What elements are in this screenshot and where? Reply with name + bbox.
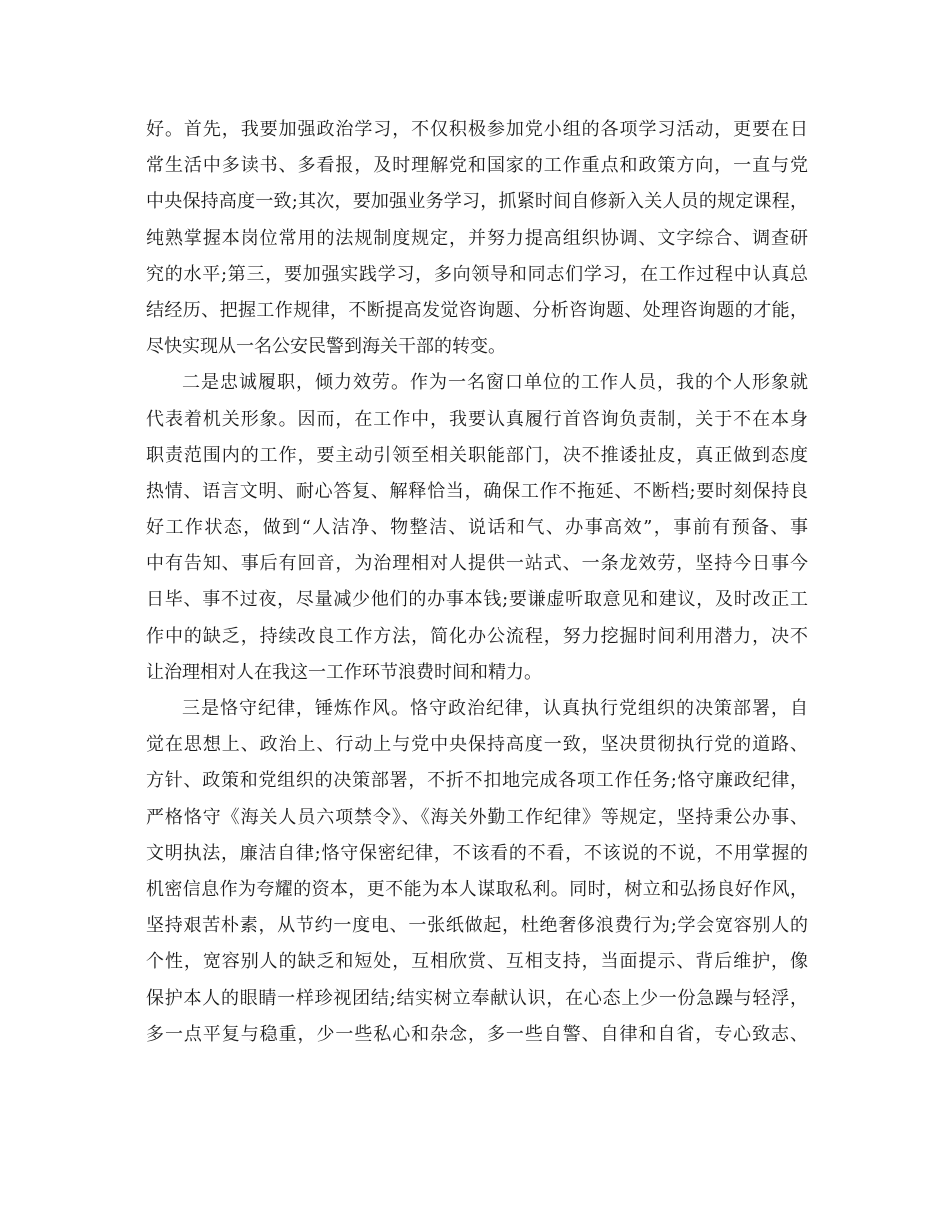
text-line: 究的水平;第三，要加强实践学习，多向领导和同志们学习，在工作过程中认真总 bbox=[146, 263, 808, 285]
text-line: 尽快实现从一名公安民警到海关干部的转变。 bbox=[146, 336, 506, 358]
text-line: 严格恪守《海关人员六项禁令》、《海关外勤工作纪律》等规定，坚持秉公办事、 bbox=[146, 806, 808, 828]
text-line: 结经历、把握工作规律，不断提高发觉咨询题、分析咨询题、处理咨询题的才能， bbox=[146, 299, 808, 321]
document-body bbox=[146, 112, 808, 1053]
text-line: 坚持艰苦朴素，从节约一度电、一张纸做起，杜绝奢侈浪费行为;学会宽容别人的 bbox=[146, 915, 808, 937]
text-line: 代表着机关形象。因而，在工作中，我要认真履行首咨询负责制，关于不在本身 bbox=[146, 408, 808, 430]
text-line: 三是恪守纪律，锤炼作风。恪守政治纪律，认真执行党组织的决策部署，自 bbox=[182, 698, 808, 719]
text-line: 纯熟掌握本岗位常用的法规制度规定，并努力提高组织协调、文字综合、调查研 bbox=[146, 227, 808, 249]
text-line: 让治理相对人在我这一工作环节浪费时间和精力。 bbox=[146, 661, 542, 683]
text-line: 中有告知、事后有回音，为治理相对人提供一站式、一条龙效劳，坚持今日事今 bbox=[146, 553, 808, 575]
text-line: 个性，宽容别人的缺乏和短处，互相欣赏、互相支持，当面提示、背后维护，像 bbox=[146, 951, 808, 973]
text-line: 保护本人的眼睛一样珍视团结;结实树立奉献认识，在心态上少一份急躁与轻浮， bbox=[146, 987, 808, 1009]
text-line: 职责范围内的工作，要主动引领至相关职能部门，决不推诿扯皮，真正做到态度 bbox=[146, 444, 808, 466]
text-line: 作中的缺乏，持续改良工作方法，简化办公流程，努力挖掘时间利用潜力，决不 bbox=[146, 625, 808, 647]
text-line: 热情、语言文明、耐心答复、解释恰当，确保工作不拖延、不断档;要时刻保持良 bbox=[146, 480, 808, 502]
text-line: 好工作状态，做到“人洁净、物整洁、说话和气、办事高效”，事前有预备、事 bbox=[146, 517, 808, 539]
text-line: 多一点平复与稳重，少一些私心和杂念，多一些自警、自律和自省，专心致志、 bbox=[146, 1023, 808, 1045]
paragraph-study bbox=[146, 112, 808, 365]
text-line: 机密信息作为夸耀的资本，更不能为本人谋取私利。同时，树立和弘扬良好作风， bbox=[146, 878, 808, 900]
text-line: 文明执法，廉洁自律;恪守保密纪律，不该看的不看，不该说的不说，不用掌握的 bbox=[146, 842, 808, 864]
paragraph-duty bbox=[146, 365, 808, 691]
text-line: 二是忠诚履职，倾力效劳。作为一名窗口单位的工作人员，我的个人形象就 bbox=[182, 372, 808, 394]
text-line: 中央保持高度一致;其次，要加强业务学习，抓紧时间自修新入关人员的规定课程， bbox=[146, 191, 808, 213]
paragraph-discipline bbox=[146, 691, 808, 1053]
text-line: 觉在思想上、政治上、行动上与党中央保持高度一致，坚决贯彻执行党的道路、 bbox=[146, 734, 808, 756]
text-line: 日毕、事不过夜，尽量减少他们的办事本钱;要谦虚听取意见和建议，及时改正工 bbox=[146, 589, 808, 611]
text-line: 好。首先，我要加强政治学习，不仅积极参加党小组的各项学习活动，更要在日 bbox=[146, 119, 808, 140]
text-line: 常生活中多读书、多看报，及时理解党和国家的工作重点和政策方向，一直与党 bbox=[146, 155, 808, 177]
text-line: 方针、政策和党组织的决策部署，不折不扣地完成各项工作任务;恪守廉政纪律， bbox=[146, 770, 808, 792]
